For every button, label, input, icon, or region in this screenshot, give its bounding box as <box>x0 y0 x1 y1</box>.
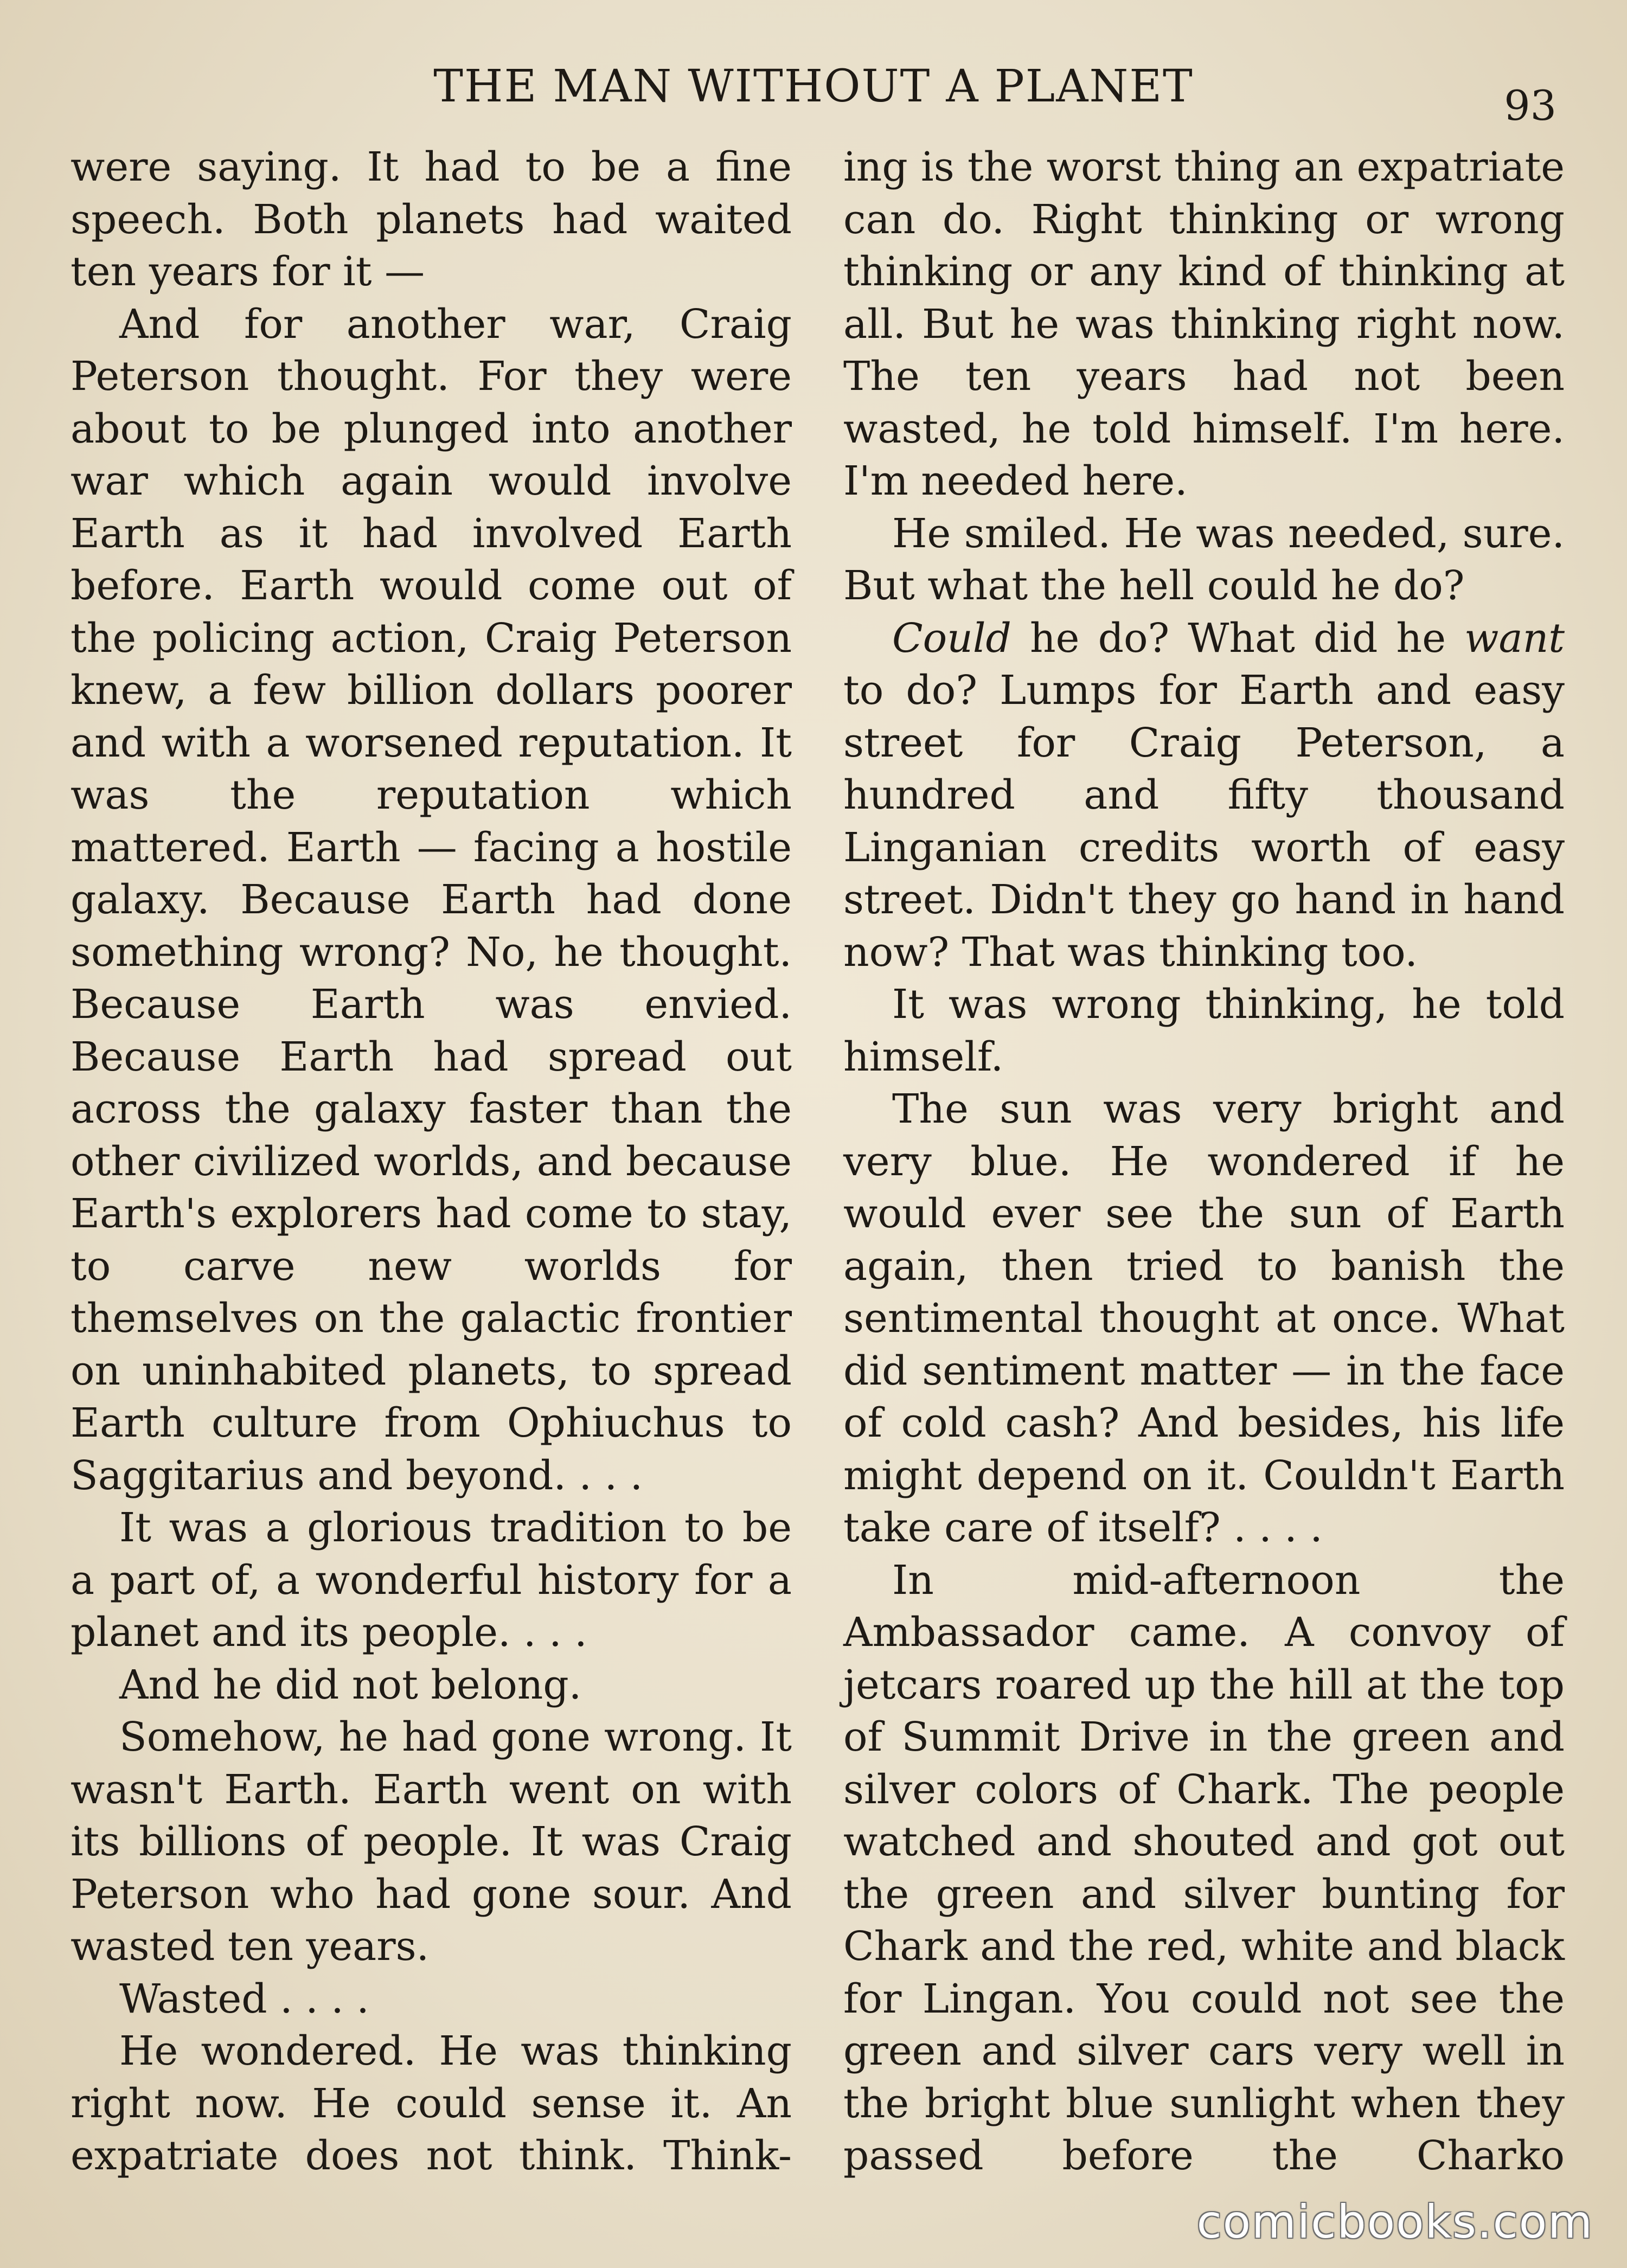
italic-word: want <box>1464 614 1565 662</box>
paragraph: He smiled. He was needed, sure. But what the hell could he do? <box>843 510 1565 609</box>
paragraph: It was a glorious tradition to be a part of, a wonderful history for a planet and its people. . . . <box>71 1504 792 1656</box>
paragraph: It was wrong thinking, he told himself. <box>843 981 1565 1080</box>
paragraph: were saying. It had to be a fine speech. Both planets had waited ten years for it — <box>71 144 792 295</box>
text-run: to do? Lumps for Earth and easy street for Craig Peterson, a hundred and fifty thousand Linganian credits worth of easy street. Didn't they go hand in hand now? That was thinking too. <box>843 667 1565 976</box>
page-number: 93 <box>1504 81 1556 130</box>
left-column <box>71 141 792 2182</box>
paragraph: Wasted . . . . <box>119 1975 369 2022</box>
paragraph: He wondered. He was thinking right now. He could sense it. An expatriate does not think. Think- <box>71 2028 792 2179</box>
paragraph <box>843 612 1565 979</box>
running-title: THE MAN WITHOUT A PLANET <box>433 61 1194 112</box>
italic-word: Could <box>892 614 1011 662</box>
right-column <box>843 141 1565 2182</box>
paragraph: ing is the worst thing an expatriate can do. Right thinking or wrong thinking or any kind of thinking at all. But he was thinking right now. The ten years had not been wasted, he told himself. I'm here. I'm needed here. <box>843 144 1565 504</box>
paragraph: In mid-afternoon the Ambassador came. A convoy of jetcars roared up the hill at the top of Summit Drive in the green and silver colors of Chark. The people watched and shouted and got out the green and silver bunting for Chark and the red, white and black for Lingan. You could not see the green and silver cars very well in the bright blue sunlight when they passed before the Charko <box>843 1556 1565 2179</box>
watermark: comicbooks.com <box>1196 2195 1593 2248</box>
paragraph: Somehow, he had gone wrong. It wasn't Earth. Earth went on with its billions of people. It was Craig Peterson who had gone sour. And wasted ten years. <box>71 1714 792 1970</box>
paragraph: And for another war, Craig Peterson thought. For they were about to be plunged into another war which again would involve Earth as it had involved Earth before. Earth would come out of the policing action, Craig Peterson knew, a few billion dollars poorer and with a worsened reputation. It was the reputation which mattered. Earth — facing a hostile galaxy. Because Earth had done something wrong? No, he thought. Because Earth was envied. Because Earth had spread out across the galaxy faster than the other civilized worlds, and because Earth's explorers had come to stay, to carve new worlds for themselves on the galactic frontier on uninhabited planets, to spread Earth culture from Ophiuchus to Saggitarius and beyond. . . . <box>71 300 792 1499</box>
paragraph: And he did not belong. <box>119 1661 582 1708</box>
paragraph: The sun was very bright and very blue. He wondered if he would ever see the sun of Earth again, then tried to banish the sentimental thought at once. What did sentiment matter — in the face of cold cash? And besides, his life might depend on it. Couldn't Earth take care of itself? . . . . <box>843 1086 1565 1551</box>
text-run: he do? What did he <box>1011 614 1465 662</box>
